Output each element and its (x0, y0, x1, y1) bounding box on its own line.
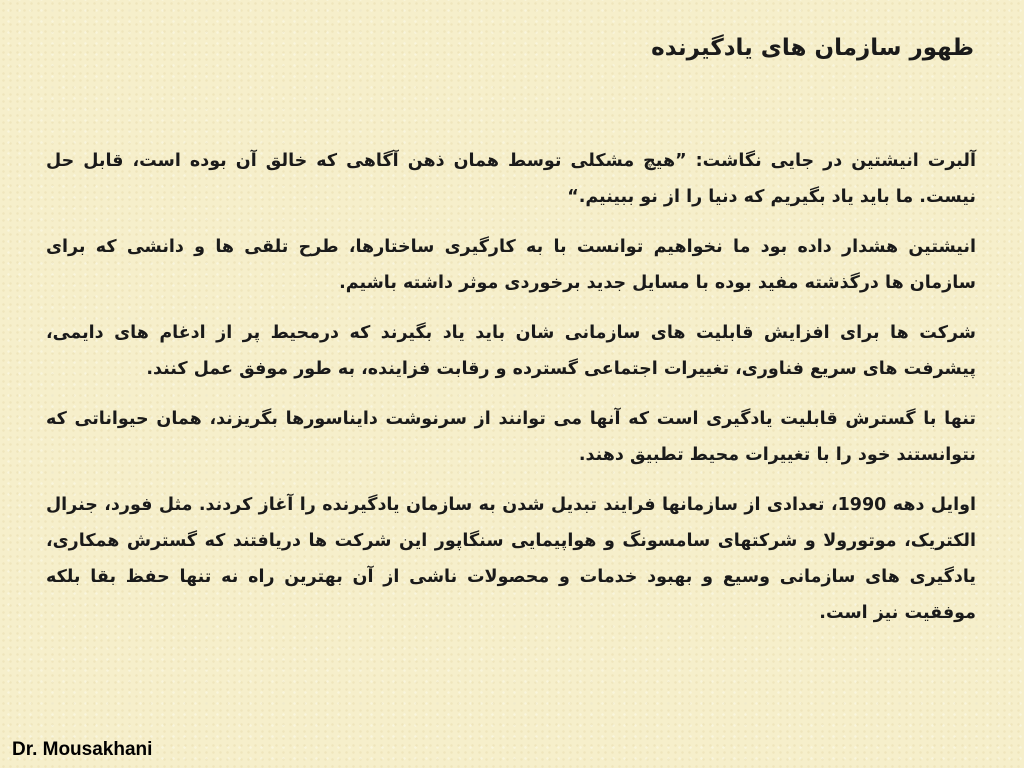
paragraph-organizational-capability: شرکت ها برای افزایش قابلیت های سازمانی شان باید یاد بگیرند که درمحیط پر از ادغام های دایمی، پیشرفت های سریع فناوری، تغییرات اجتماعی گسترده و رقابت فزاینده، به طور موفق عمل کنند. (46, 323, 976, 379)
slide-title: ظهور سازمان های یادگیرنده (651, 35, 974, 61)
footer-author: Dr. Mousakhani (12, 739, 153, 760)
paragraph-einstein-quote: آلبرت انیشتین در جایی نگاشت: ”هیچ مشکلی توسط همان ذهن آگاهی که خالق آن بوده است، قابل حل نیست. ما باید یاد بگیریم که دنیا را از نو ببینیم.“ (46, 151, 976, 207)
paragraph-einstein-warning: انیشتین هشدار داده بود ما نخواهیم توانست با به کارگیری ساختارها، طرح تلقی ها و دانشی که برای سازمان ها درگذشته مفید بوده با مسایل جدید برخوردی موثر داشته باشیم. (46, 237, 976, 293)
paragraph-learning-capability: تنها با گسترش قابلیت یادگیری است که آنها می توانند از سرنوشت دایناسورها بگریزند، همان حیواناتی که نتوانستند خود را با تغییرات محیط تطبیق دهند. (46, 409, 976, 465)
slide-body (46, 143, 976, 645)
paragraph-early-1990s: اوایل دهه 1990، تعدادی از سازمانها فرایند تبدیل شدن به سازمان یادگیرنده را آغاز کردند. مثل فورد، جنرال الکتریک، موتورولا و شرکتهای سامسونگ و هواپیمایی سنگاپور این شرکت ها دریافتند که گسترش همکاری، یادگیری های سازمانی وسیع و بهبود خدمات و محصولات ناشی از آن بهترین راه نه تنها حفظ بقا بلکه موفقیت نیز است. (46, 495, 976, 623)
